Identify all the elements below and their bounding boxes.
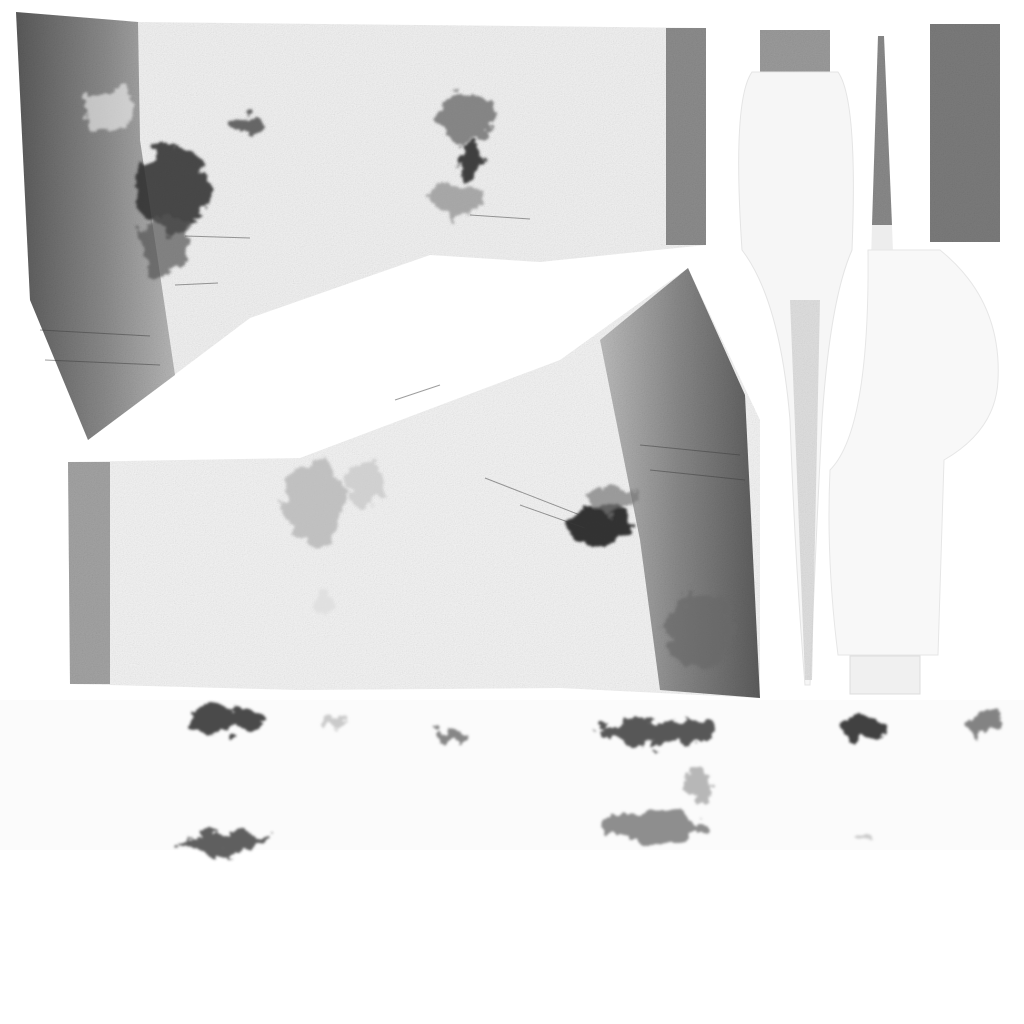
bottom-stain-row [0, 700, 1024, 852]
ferrule-band-bottom [850, 656, 920, 694]
stain [858, 836, 878, 844]
stain [600, 718, 710, 746]
side-edge-strip [930, 24, 1000, 242]
stain [429, 184, 481, 216]
stain [967, 712, 1003, 732]
stain [607, 809, 703, 841]
stain [82, 86, 134, 130]
stain [345, 461, 385, 509]
stain [185, 708, 265, 732]
stain [845, 716, 885, 740]
upper-blade-right-strip [666, 28, 706, 245]
stain [285, 463, 345, 547]
stain [588, 486, 636, 514]
stain [460, 145, 480, 185]
stain [326, 717, 350, 727]
stain [140, 215, 190, 275]
lower-blade-left-strip [68, 462, 110, 684]
stain [316, 594, 334, 612]
stain [438, 92, 494, 144]
stain [233, 116, 259, 134]
stain [666, 592, 734, 668]
stain [684, 767, 712, 803]
side-edge-dark [930, 24, 1000, 242]
stain [180, 832, 270, 852]
stain [436, 730, 464, 742]
ferrule-band-top [760, 30, 830, 72]
